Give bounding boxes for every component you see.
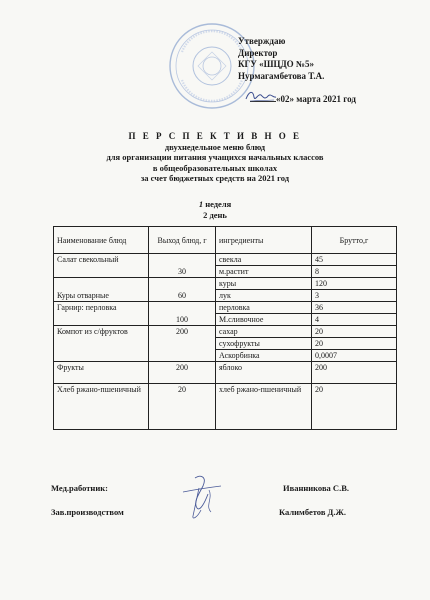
med-worker-signature — [175, 472, 227, 522]
dish-yield-cell: 200 — [149, 326, 216, 362]
header-dish-name: Наименование блюд — [54, 227, 149, 254]
ingredient-cell: Аскорбинка — [216, 350, 312, 362]
day-label: 2 день — [203, 210, 227, 220]
gross-cell: 4 — [312, 314, 397, 326]
week-label-text: неделя — [203, 199, 232, 209]
dish-name-cell: Гарнир: перловка — [54, 302, 149, 326]
week-day-block — [0, 199, 430, 221]
approval-date: «02» марта 2021 год — [276, 94, 356, 104]
production-manager-name: Калимбетов Д.Ж. — [279, 507, 347, 517]
ingredient-cell: м.растит — [216, 266, 312, 278]
gross-cell: 20 — [312, 326, 397, 338]
dish-name-cell: Хлеб ржано-пшеничный — [54, 384, 149, 430]
approval-line-4: Нурмагамбетова Т.А. — [238, 70, 325, 81]
production-manager-label: Зав.производством — [51, 507, 124, 517]
ingredient-cell: сахар — [216, 326, 312, 338]
ingredient-cell: куры — [216, 278, 312, 290]
table-row — [54, 384, 397, 430]
header-gross: Брутто,г — [312, 227, 397, 254]
gross-cell: 200 — [312, 362, 397, 384]
table-header-row — [54, 227, 397, 254]
gross-cell: 20 — [312, 338, 397, 350]
ingredient-cell: М.сливочное — [216, 314, 312, 326]
dish-yield-cell: 30 — [149, 254, 216, 278]
ingredient-cell: лук — [216, 290, 312, 302]
header-yield: Выход блюд, г — [149, 227, 216, 254]
menu-table — [53, 226, 397, 430]
approval-line-2: Директор — [238, 47, 278, 58]
dish-name-cell: Компот из с/фруктов — [54, 326, 149, 362]
gross-cell: 45 — [312, 254, 397, 266]
gross-cell: 120 — [312, 278, 397, 290]
header-ingredients: ингредиенты — [216, 227, 312, 254]
dish-yield-cell: 20 — [149, 384, 216, 430]
table-row — [54, 302, 397, 314]
gross-cell: 0,0007 — [312, 350, 397, 362]
ingredient-cell: хлеб ржано-пшеничный — [216, 384, 312, 430]
ingredient-cell: перловка — [216, 302, 312, 314]
director-signature — [244, 87, 278, 105]
ingredient-cell: сухофрукты — [216, 338, 312, 350]
table-row — [54, 254, 397, 266]
title-line-5: за счет бюджетных средств на 2021 год — [140, 173, 290, 183]
gross-cell: 8 — [312, 266, 397, 278]
med-worker-name: Иванникова С.В. — [283, 483, 349, 493]
title-line-4: в общеобразовательных школах — [152, 162, 278, 173]
gross-cell: 36 — [312, 302, 397, 314]
week-number: 1 — [198, 199, 204, 209]
dish-yield-cell: 100 — [149, 302, 216, 326]
dish-name-cell: Куры отварные — [54, 278, 149, 302]
title-line-2: двухнедельное меню блюд — [164, 141, 266, 152]
gross-cell: 20 — [312, 384, 397, 430]
dish-yield-cell: 200 — [149, 362, 216, 384]
approval-line-1: Утверждаю — [238, 36, 286, 46]
table-row — [54, 362, 397, 384]
document-title: П Е Р С П Е К Т И В Н О Е — [128, 131, 302, 141]
ingredient-cell: свекла — [216, 254, 312, 266]
dish-name-cell: Фрукты — [54, 362, 149, 384]
dish-yield-cell: 60 — [149, 278, 216, 302]
document-title-block — [0, 131, 430, 184]
dish-name-cell: Салат свекольный — [54, 254, 149, 278]
title-line-3: для организации питания учащихся начальных классов — [106, 152, 324, 162]
approval-line-3: КГУ «ШЦДО №5» — [238, 59, 314, 69]
gross-cell: 3 — [312, 290, 397, 302]
med-worker-label: Мед.работник: — [51, 483, 108, 493]
table-row — [54, 326, 397, 338]
table-row — [54, 278, 397, 290]
ingredient-cell: яблоко — [216, 362, 312, 384]
week-label — [0, 199, 430, 210]
